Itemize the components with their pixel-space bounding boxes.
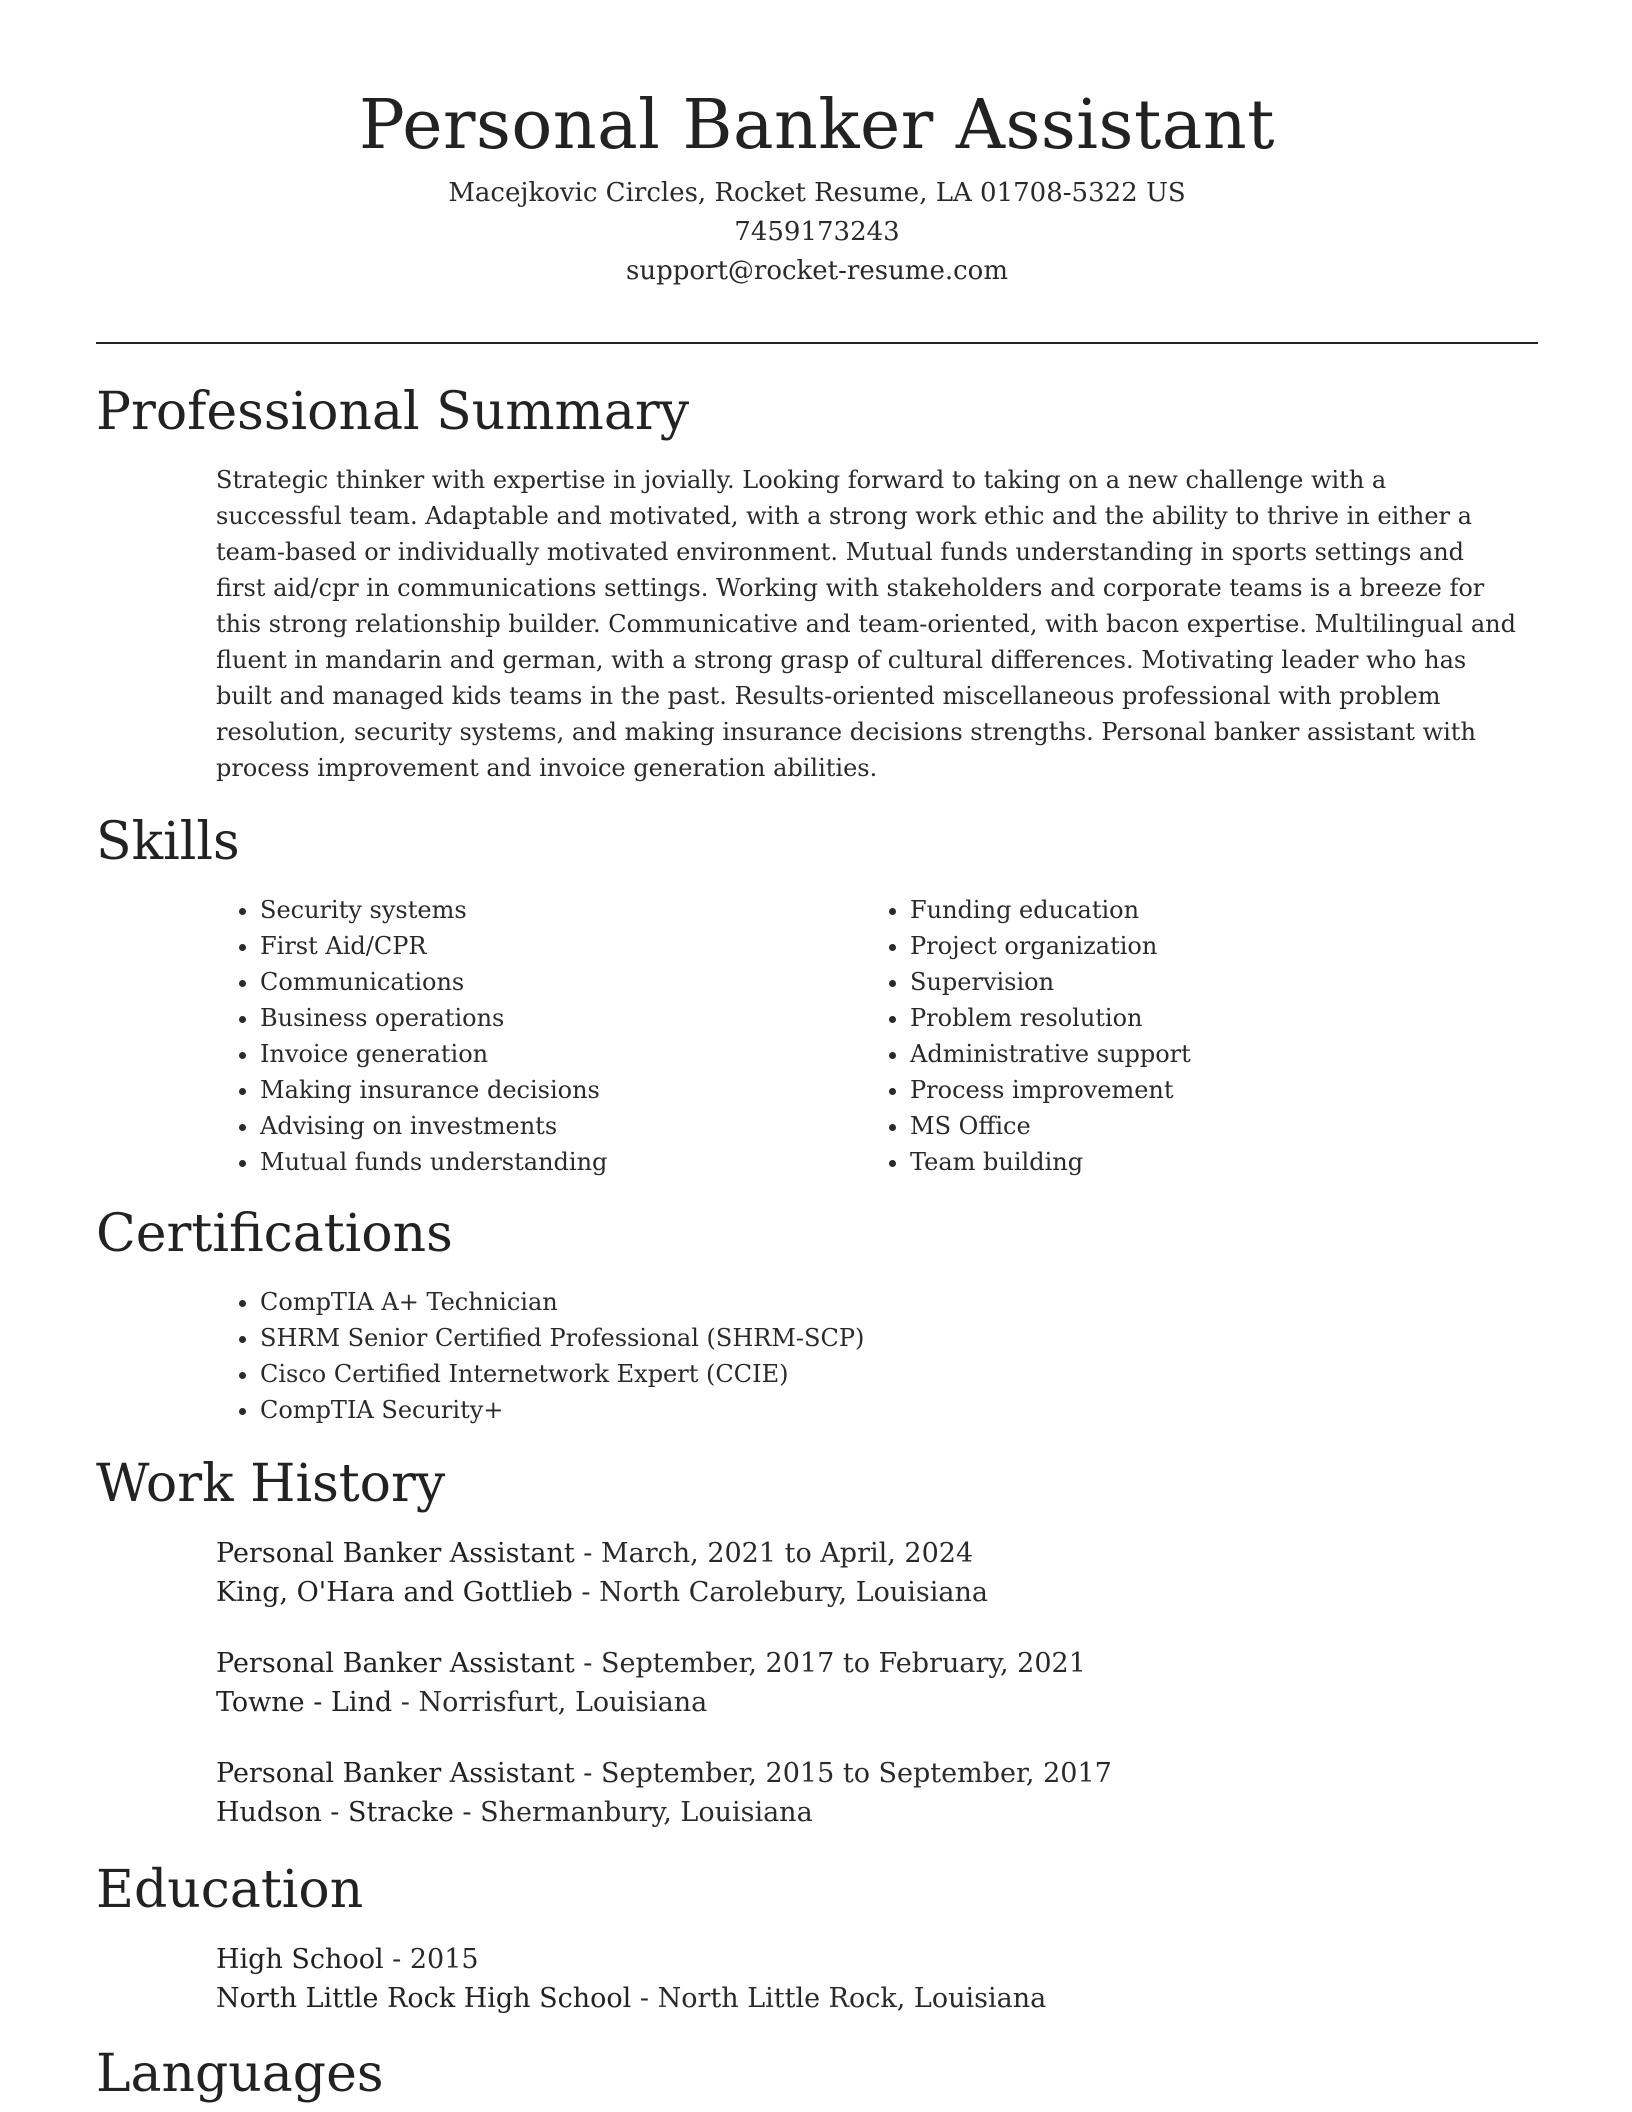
header-divider bbox=[96, 342, 1538, 344]
job-entry bbox=[216, 1644, 1086, 1722]
certification-item: • CompTIA A+ Technician bbox=[260, 1284, 1216, 1320]
skills-left-column bbox=[216, 892, 816, 1180]
education-entry bbox=[216, 1940, 1046, 2018]
job-title-line bbox=[216, 1754, 1112, 1793]
skill-item: • First Aid/CPR bbox=[260, 928, 816, 964]
skill-item: • Business operations bbox=[260, 1000, 816, 1036]
job-dates: - March, 2021 to April, 2024 bbox=[574, 1538, 974, 1569]
contact-block bbox=[96, 174, 1538, 291]
job-role: Personal Banker Assistant bbox=[216, 1648, 575, 1679]
candidate-name: Personal Banker Assistant bbox=[359, 86, 1275, 165]
job-dates: - September, 2015 to September, 2017 bbox=[574, 1758, 1112, 1789]
skill-item: • Invoice generation bbox=[260, 1036, 816, 1072]
languages-heading: Languages bbox=[96, 2044, 384, 2104]
skill-item: • Security systems bbox=[260, 892, 816, 928]
skill-item: • Funding education bbox=[910, 892, 1466, 928]
skill-item: • Problem resolution bbox=[910, 1000, 1466, 1036]
skill-item: • Supervision bbox=[910, 964, 1466, 1000]
skill-item: • Project organization bbox=[910, 928, 1466, 964]
job-title-line bbox=[216, 1644, 1086, 1683]
education-school: North Little Rock High School bbox=[216, 1983, 632, 2014]
skill-item: • Making insurance decisions bbox=[260, 1072, 816, 1108]
education-location: - North Little Rock, Louisiana bbox=[631, 1983, 1047, 2014]
job-employer-line bbox=[216, 1573, 988, 1612]
education-school-line bbox=[216, 1979, 1046, 2018]
job-entry bbox=[216, 1754, 1112, 1832]
skill-item: • Communications bbox=[260, 964, 816, 1000]
education-degree-line bbox=[216, 1940, 1046, 1979]
education-degree: High School bbox=[216, 1944, 384, 1975]
summary-heading: Professional Summary bbox=[96, 382, 690, 442]
job-company: Towne - Lind bbox=[216, 1687, 393, 1718]
skill-item: • Mutual funds understanding bbox=[260, 1144, 816, 1180]
skill-item: • Advising on investments bbox=[260, 1108, 816, 1144]
job-title-line bbox=[216, 1534, 988, 1573]
education-heading: Education bbox=[96, 1860, 364, 1920]
email: support@rocket-resume.com bbox=[625, 256, 1008, 286]
summary-text: Strategic thinker with expertise in jovially. Looking forward to taking on a new challenge with a successful team. Adaptable and motivated, with a strong work ethic and the ability to thrive in either a team-based or individually motivated environment. Mutual funds understanding in sports settings and first aid/cpr in communications settings. Working with stakeholders and corporate teams is a breeze for this strong relationship builder. Communicative and team-oriented, with bacon expertise. Multilingual and fluent in mandarin and german, with a strong grasp of cultural differences. Motivating leader who has built and managed kids teams in the past. Results-oriented miscellaneous professional with problem resolution, security systems, and making insurance decisions strengths. Personal banker assistant with process improvement and invoice generation abilities. bbox=[216, 466, 1516, 782]
job-location: - North Carolebury, Louisiana bbox=[572, 1577, 988, 1608]
job-location: - Shermanbury, Louisiana bbox=[453, 1797, 813, 1828]
job-employer-line bbox=[216, 1793, 1112, 1832]
skill-item: • Team building bbox=[910, 1144, 1466, 1180]
phone: 7459173243 bbox=[734, 217, 900, 247]
job-dates: - September, 2017 to February, 2021 bbox=[574, 1648, 1086, 1679]
address: Macejkovic Circles, Rocket Resume, LA 01708-5322 US bbox=[448, 178, 1186, 208]
job-entry bbox=[216, 1534, 988, 1612]
certification-item: • CompTIA Security+ bbox=[260, 1392, 1216, 1428]
work-history-heading: Work History bbox=[96, 1454, 446, 1514]
skills-heading: Skills bbox=[96, 812, 240, 872]
job-location: - Norrisfurt, Louisiana bbox=[392, 1687, 708, 1718]
job-role: Personal Banker Assistant bbox=[216, 1538, 575, 1569]
resume-header bbox=[96, 78, 1538, 291]
skill-item: • MS Office bbox=[910, 1108, 1466, 1144]
certification-item: • SHRM Senior Certified Professional (SHRM-SCP) bbox=[260, 1320, 1216, 1356]
job-role: Personal Banker Assistant bbox=[216, 1758, 575, 1789]
job-company: King, O'Hara and Gottlieb bbox=[216, 1577, 573, 1608]
job-company: Hudson - Stracke bbox=[216, 1797, 454, 1828]
certification-item: • Cisco Certified Internetwork Expert (CCIE) bbox=[260, 1356, 1216, 1392]
certifications-heading: Certifications bbox=[96, 1204, 453, 1264]
skill-item: • Administrative support bbox=[910, 1036, 1466, 1072]
skill-item: • Process improvement bbox=[910, 1072, 1466, 1108]
certifications-list bbox=[216, 1284, 1216, 1428]
skills-right-column bbox=[866, 892, 1466, 1180]
job-employer-line bbox=[216, 1683, 1086, 1722]
education-year: - 2015 bbox=[383, 1944, 479, 1975]
